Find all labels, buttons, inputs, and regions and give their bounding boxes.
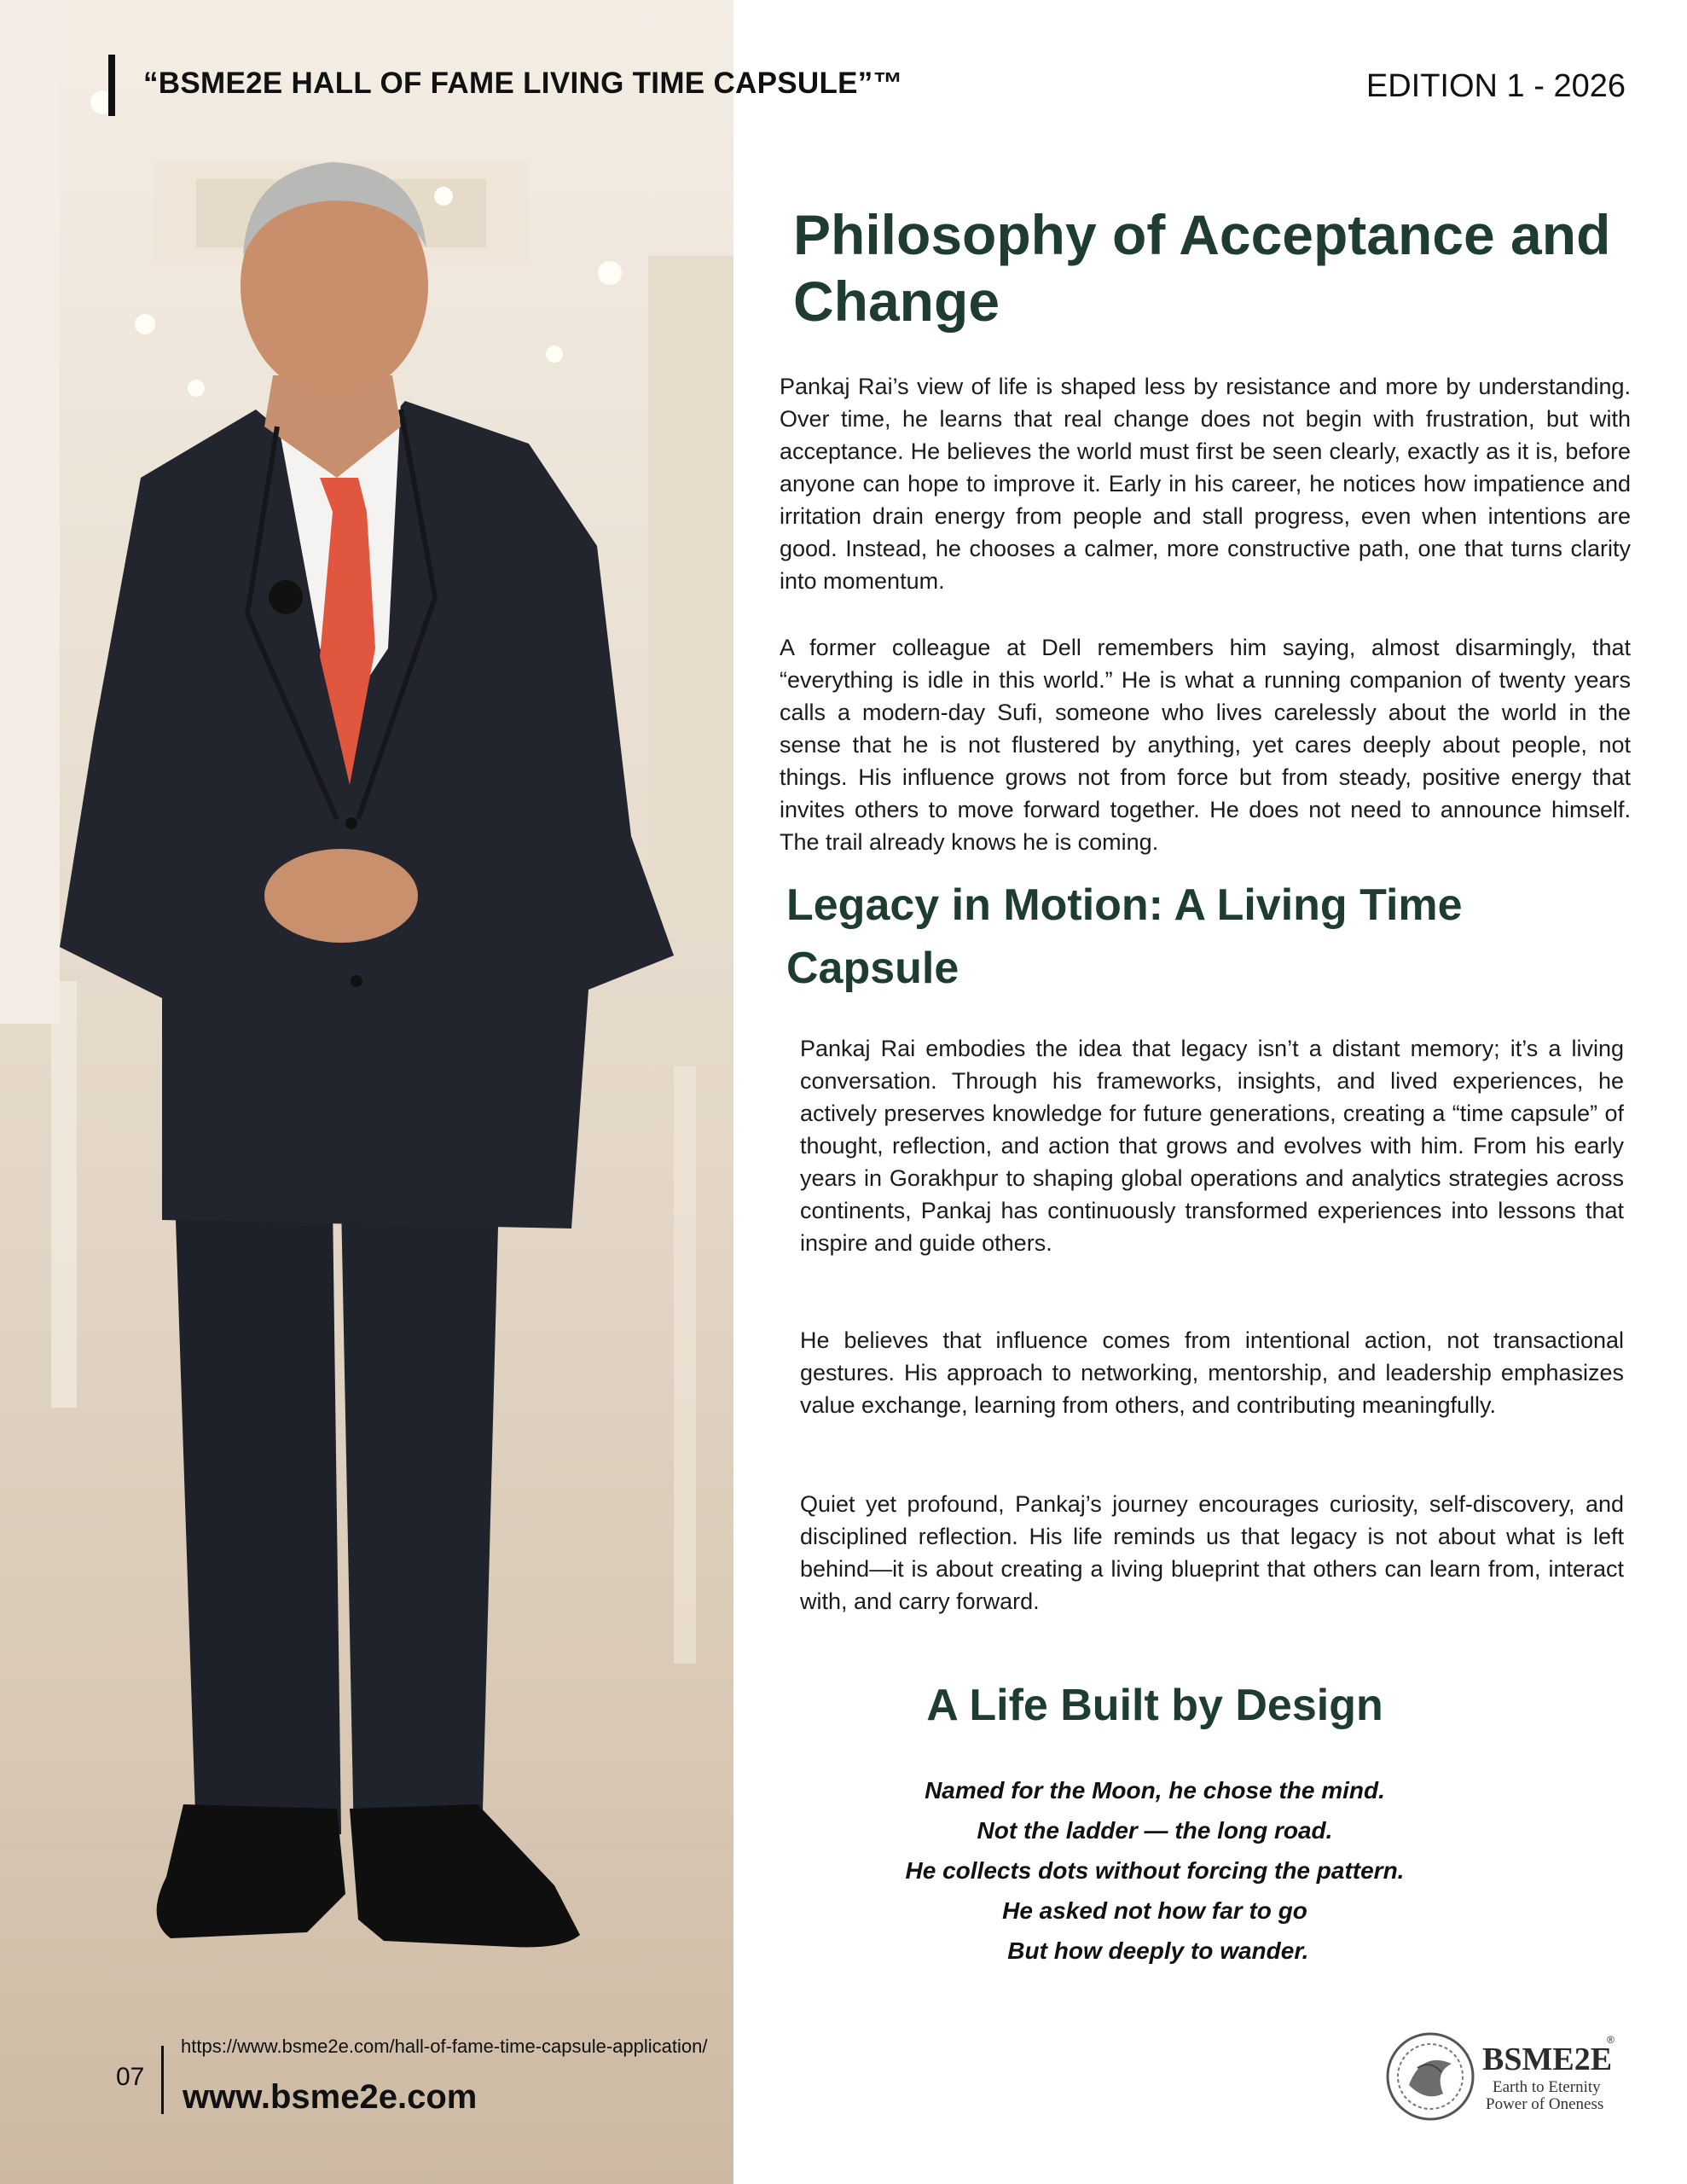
- publication-title: “BSME2E HALL OF FAME LIVING TIME CAPSULE”™: [143, 67, 903, 100]
- paragraph: Quiet yet profound, Pankaj’s journey encourages curiosity, self-discovery, and disciplined reflection. His life reminds us that legacy is not about what is left behind—it is about creating a living blueprint that others can learn from, interact with, and carry forward.: [800, 1491, 1624, 1614]
- logo-tagline: Earth to Eternity: [1493, 2078, 1601, 2096]
- section-heading-legacy: Legacy in Motion: A Living Time Capsule: [786, 880, 1463, 993]
- page-number: 07: [116, 2063, 145, 2091]
- section-heading-design: A Life Built by Design: [926, 1681, 1383, 1730]
- paragraph: He believes that influence comes from intentional action, not transactional gestures. His approach to networking, mentorship, and leadership emphasizes value exchange, learning from others, and contributing meaningfully.: [800, 1327, 1624, 1418]
- poem-line: He asked not how far to go: [1002, 1897, 1307, 1924]
- paragraph: Pankaj Rai embodies the idea that legacy isn’t a distant memory; it’s a living conversation. Through his frameworks, insights, and lived experiences, he actively preserves knowledge for future generations, creating a “time capsule” of thought, reflection, and action that grows and evolves with him. From his early years in Gorakhpur to shaping global operations and analytics strategies across continents, Pankaj has continuously transformed experiences into lessons that inspire and guide others.: [800, 1036, 1624, 1256]
- edition-label: EDITION 1 - 2026: [1365, 68, 1626, 104]
- footer-divider: [161, 2046, 164, 2114]
- header-accent-bar: [108, 55, 115, 116]
- bsme2e-logo: [1383, 2025, 1622, 2128]
- poem-line: But how deeply to wander.: [1000, 1937, 1309, 1964]
- poem-line: Named for the Moon, he chose the mind.: [925, 1777, 1385, 1804]
- section-heading-acceptance: Philosophy of Acceptance and Change: [793, 203, 1611, 333]
- logo-emblem-icon: [1383, 2025, 1477, 2128]
- application-link[interactable]: https://www.bsme2e.com/hall-of-fame-time-capsule-application/: [181, 2036, 708, 2057]
- logo-tagline: Power of Oneness: [1486, 2095, 1604, 2113]
- poem: [768, 1770, 1542, 1971]
- paragraph: A former colleague at Dell remembers him saying, almost disarmingly, that “everything is idle in this world.” He is what a running companion of twenty years calls a modern-day Sufi, someone who lives carelessly about the world in the sense that he is not flustered by anything, yet cares deeply about people, not things. His influence grows not from force but from steady, positive energy that invites others to move forward together. He does not need to announce himself. The trail already knows he is coming.: [780, 635, 1631, 855]
- registered-mark: ®: [1607, 2034, 1615, 2046]
- paragraph: Pankaj Rai’s view of life is shaped less by resistance and more by understanding. Over time, he learns that real change does not begin with frustration, but with acceptance. He believes the world must first be seen clearly, exactly as it is, before anyone can hope to improve it. Early in his career, he notices how impatience and irritation drain energy from people and stall progress, even when intentions are good. Instead, he chooses a calmer, more constructive path, one that turns clarity into momentum.: [780, 374, 1631, 594]
- poem-line: He collects dots without forcing the pattern.: [905, 1857, 1405, 1884]
- logo-wordmark: BSME2E: [1482, 2042, 1613, 2077]
- portrait-photo: [0, 0, 733, 2184]
- website-link[interactable]: www.bsme2e.com: [183, 2078, 478, 2116]
- portrait-illustration: [0, 0, 733, 2184]
- poem-line: Not the ladder — the long road.: [977, 1817, 1333, 1844]
